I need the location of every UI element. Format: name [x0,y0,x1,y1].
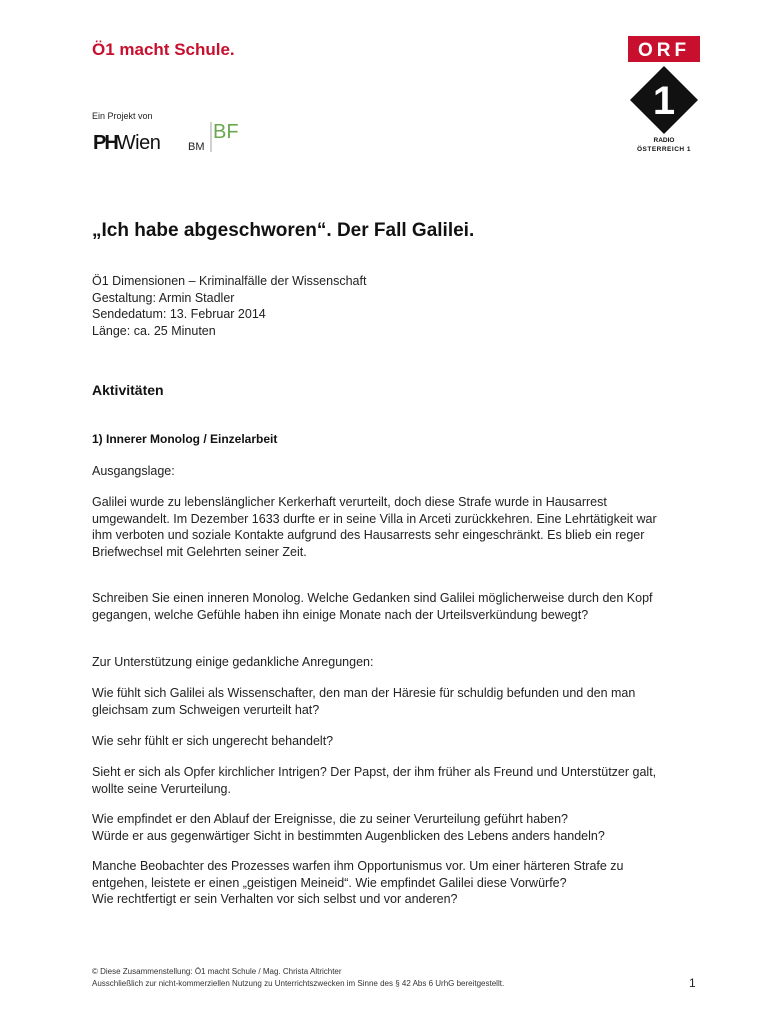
document-title: „Ich habe abgeschworen“. Der Fall Galilei. [92,220,475,241]
paragraph-line: Manche Beobachter des Prozesses warfen ihm Opportunismus vor. Um einer härteren Strafe zu [92,859,624,873]
paragraph-line: Galilei wurde zu lebenslänglicher Kerkerhaft verurteilt, doch diese Strafe wurde in Hausarrest [92,495,607,509]
paragraph [92,764,692,797]
paragraph-line: Würde er aus gegenwärtiger Sicht in bestimmten Augenblicken des Lebens anders handeln? [92,828,605,843]
paragraph [92,494,692,560]
ph-wien-logo [93,132,160,155]
section-heading: Aktivitäten [92,382,164,398]
paragraph-line: ihm verboten und soziale Kontakte aufgrund des Hausarrests sehr eingeschränkt. Es blieb ein reger [92,528,645,542]
meta-line: Sendedatum: 13. Februar 2014 [92,307,266,321]
bm-logo-bm: BM [188,141,205,153]
paragraph-line: Briefwechsel mit Gelehrten seiner Zeit. [92,544,307,559]
paragraph-line: entgehen, leistete er einen „geistigen Meineid“. Wie empfindet Galilei diese Vorwürfe? [92,875,567,890]
bmbf-logo [188,118,258,154]
broadcast-meta [92,273,366,339]
paragraph [92,858,692,908]
meta-line: Gestaltung: Armin Stadler [92,290,235,305]
footer-usage-note: Ausschließlich zur nicht-kommerziellen Nutzung zu Unterrichtszwecken im Sinne des § 42 Abs 6 UrhG bereitgestellt. [92,979,505,988]
subsection-heading: 1) Innerer Monolog / Einzelarbeit [92,432,278,446]
paragraph-line: Wie fühlt sich Galilei als Wissenschafter, den man der Häresie für schuldig befunden und den man [92,686,636,700]
paragraph-line: umgewandelt. Im Dezember 1633 durfte er in seine Villa in Arceti zurückkehren. Eine Lehrtätigkeit war [92,511,657,526]
orf-radio-oesterreich-1-logo [628,36,700,154]
paragraph-line: wollte seine Verurteilung. [92,781,231,796]
paragraph-line: Wie empfindet er den Ablauf der Ereignisse, die zu seiner Verurteilung geführt haben? [92,812,568,826]
ph-logo-mark: PH [93,132,117,154]
paragraph-line: gleichsam zum Schweigen verurteilt hat? [92,702,320,717]
paragraph [92,811,692,844]
bm-logo-bf: BF [213,121,239,143]
paragraph: Zur Unterstützung einige gedankliche Anregungen: [92,655,374,669]
paragraph: Wie sehr fühlt er sich ungerecht behandelt? [92,734,334,748]
meta-line: Länge: ca. 25 Minuten [92,323,216,338]
orf-logo-number: 1 [652,79,676,123]
paragraph [92,685,692,718]
meta-line: Ö1 Dimensionen – Kriminalfälle der Wissenschaft [92,274,367,288]
footer-copyright: © Diese Zusammenstellung: Ö1 macht Schule / Mag. Christa Altrichter [92,967,342,976]
brand-title: Ö1 macht Schule. [92,40,235,59]
paragraph-ausgangslage: Ausgangslage: [92,464,175,478]
paragraph-line: Wie rechtfertigt er sein Verhalten vor sich selbst und vor anderen? [92,892,458,906]
projekt-label: Ein Projekt von [92,111,153,121]
paragraph [92,590,692,623]
ph-logo-text: Wien [116,132,161,154]
orf-logo-radio: RADIO [653,137,675,144]
page-number: 1 [689,976,696,990]
orf-logo-country: ÖSTERREICH 1 [636,146,692,153]
footer [92,966,504,990]
paragraph-line: Schreiben Sie einen inneren Monolog. Welche Gedanken sind Galilei möglicherweise durch den Kopf [92,591,653,605]
paragraph-line: Sieht er sich als Opfer kirchlicher Intrigen? Der Papst, der ihm früher als Freund und Unterstützer galt, [92,765,657,779]
orf-logo-text: ORF [637,40,691,61]
paragraph-line: gegangen, welche Gefühle haben ihn einige Monate nach der Urteilsverkündung bewegt? [92,607,589,622]
